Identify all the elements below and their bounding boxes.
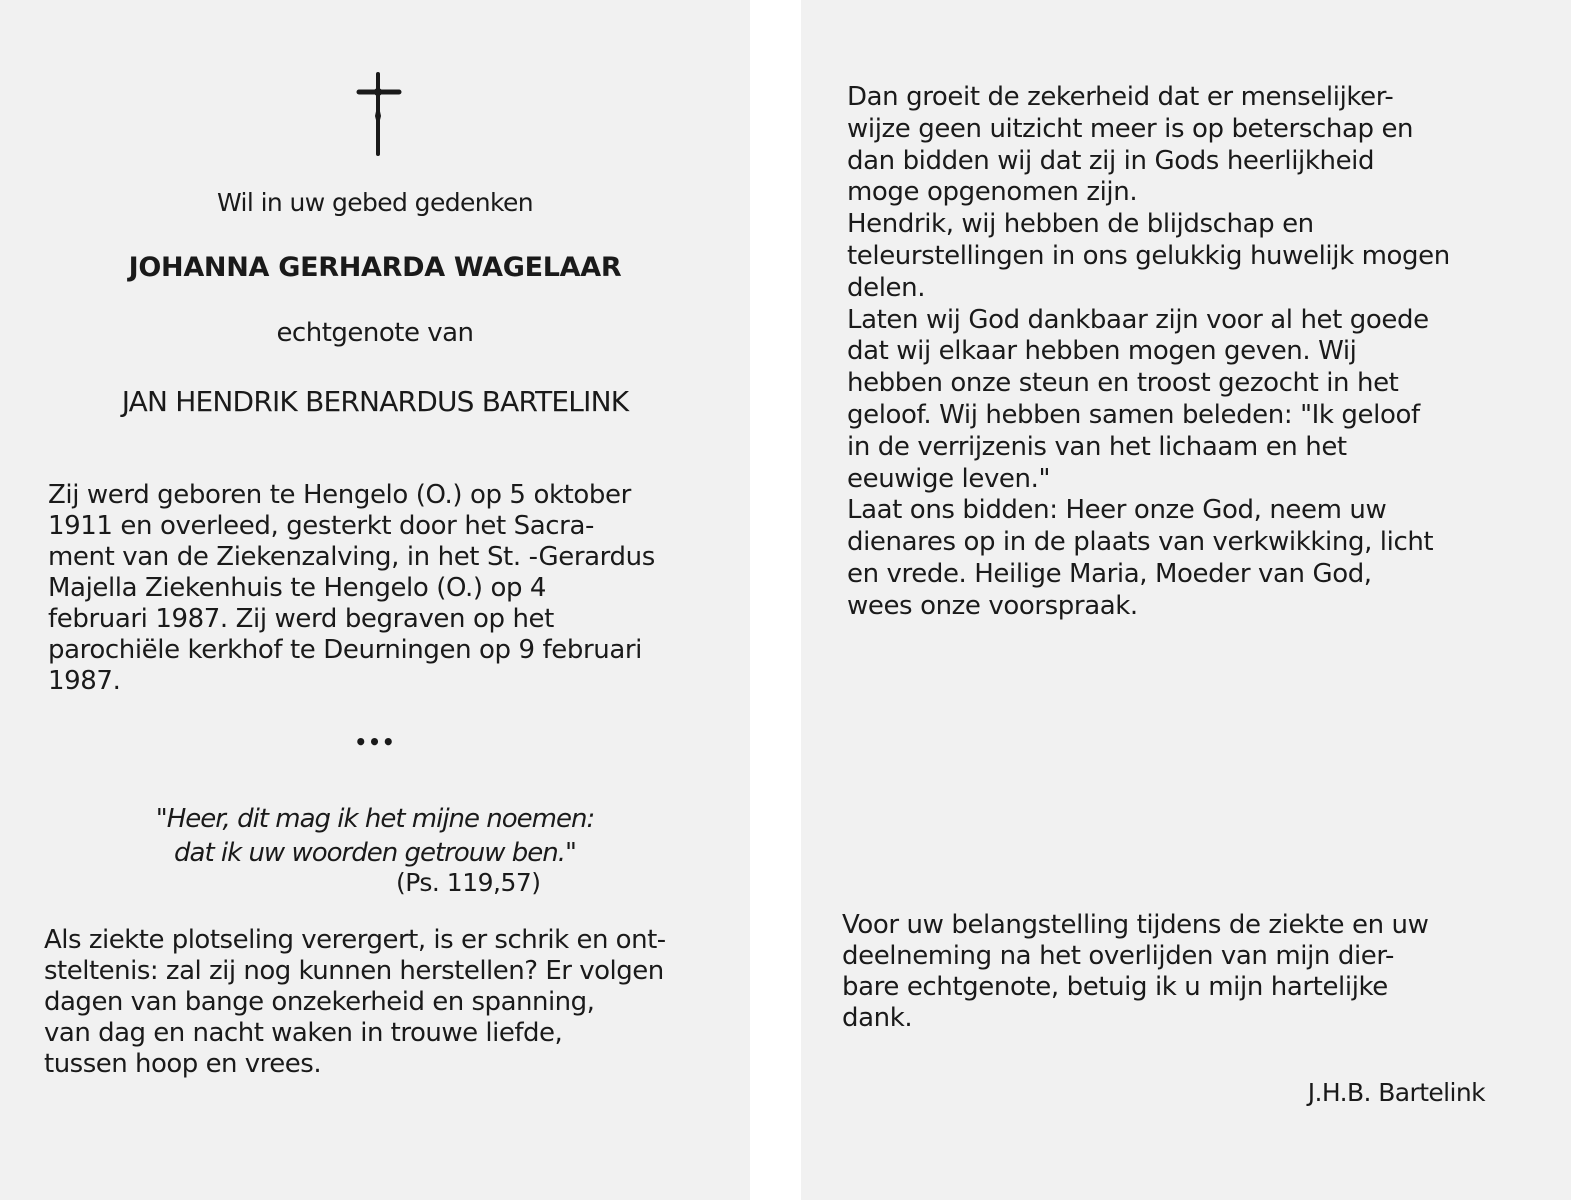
thanks-paragraph: Voor uw belangstelling tijdens de ziekte en uw deelneming na het overlijden van mijn dier- bare echtgenote, betuig ik u mijn hartelijke dank. (842, 910, 1429, 1033)
cross-icon (355, 72, 403, 156)
deceased-name: JOHANNA GERHARDA WAGELAAR (128, 252, 622, 283)
spouse-name: JAN HENDRIK BERNARDUS BARTELINK (121, 385, 629, 418)
verse-reference: (Ps. 119,57) (396, 868, 541, 897)
intro-text: Wil in uw gebed gedenken (216, 188, 534, 217)
prayer-paragraph: Dan groeit de zekerheid dat er menselijker- wijze geen uitzicht meer is op beterschap en dan bidden wij dat zij in Gods heerlijkheid moge opgenomen zijn. Hendrik, wij hebben de blijdschap en teleurstellingen in ons gelukkig huwelijk mogen delen. Laten wij God dankbaar zijn voor al het goede dat wij elkaar hebben mogen geven. Wij hebben onze steun en troost gezocht in het geloof. Wij hebben samen beleden: "Ik geloof in de verrijzenis van het lichaam en het eeuwige leven." Laat ons bidden: Heer onze God, neem uw dienares op in de plaats van verkwikking, licht en vrede. Heilige Maria, Moeder van God, wees onze voorspraak. (847, 82, 1450, 621)
signature: J.H.B. Bartelink (1307, 1078, 1485, 1107)
illness-paragraph: Als ziekte plotseling verergert, is er schrik en ont- steltenis: zal zij nog kunnen herstellen? Er volgen dagen van bange onzekerheid en spanning, van dag en nacht waken in trouwe liefde, tussen hoop en vrees. (44, 925, 666, 1079)
biography-paragraph: Zij werd geboren te Hengelo (O.) op 5 oktober 1911 en overleed, gesterkt door het Sacra- ment van de Ziekenzalving, in het St. -Gerardus Majella Ziekenhuis te Hengelo (O.) op 4 februari 1987. Zij werd begraven op het parochiële kerkhof te Deurningen op 9 februari 1987. (48, 480, 655, 696)
separator: ••• (354, 730, 396, 754)
spouse-label: echtgenote van (276, 318, 474, 348)
bible-verse: "Heer, dit mag ik het mijne noemen: dat ik uw woorden getrouw ben." (155, 804, 595, 868)
memorial-card-left (0, 0, 750, 1200)
